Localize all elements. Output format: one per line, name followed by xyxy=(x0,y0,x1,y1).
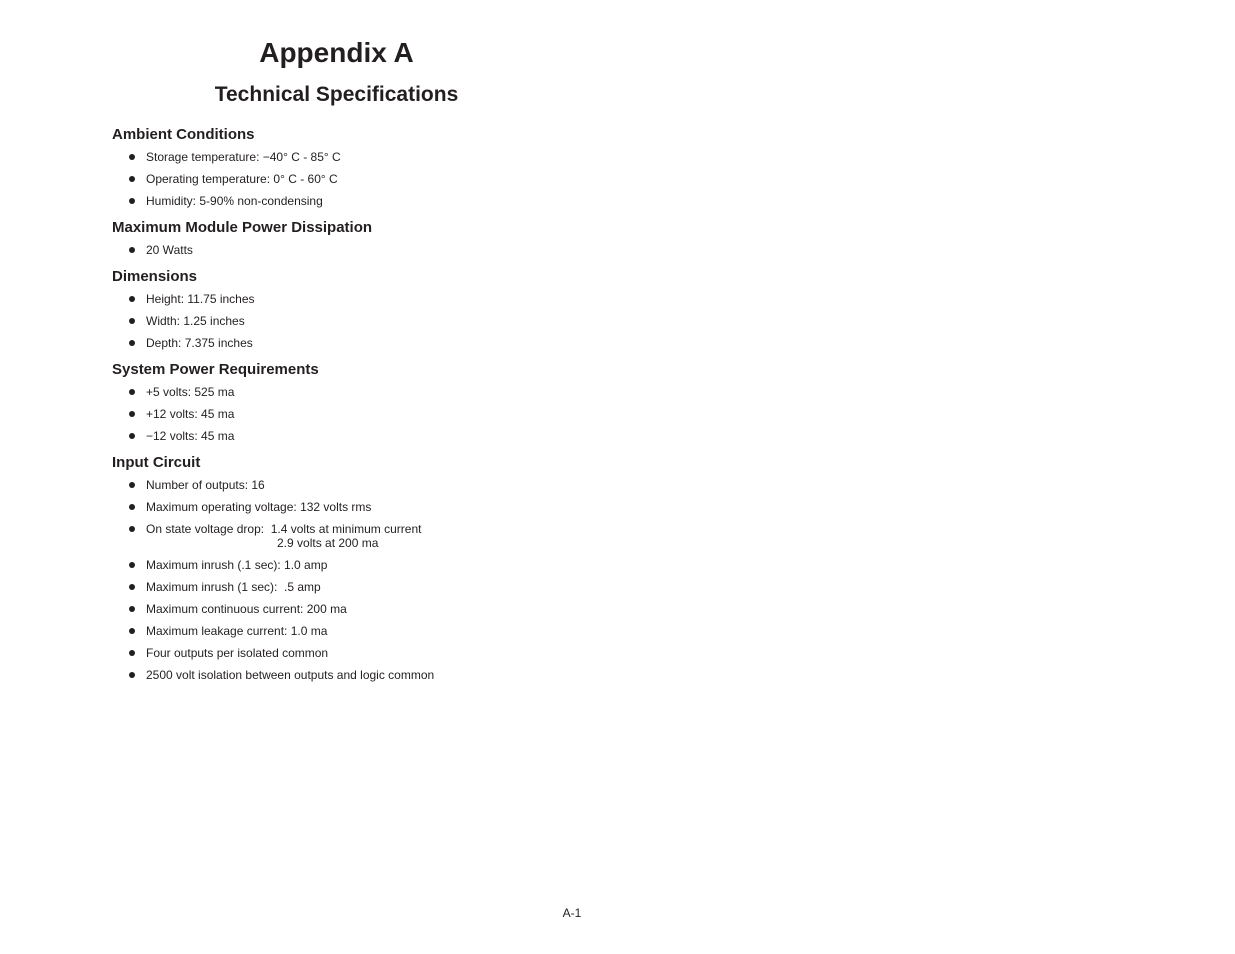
bullet-icon xyxy=(129,176,135,182)
bullet-icon xyxy=(129,606,135,612)
list-item xyxy=(112,668,672,682)
list-item-text: On state voltage drop: 1.4 volts at minimum current xyxy=(146,522,422,536)
bullet-list xyxy=(112,385,672,443)
bullet-icon xyxy=(129,526,135,532)
bullet-icon xyxy=(129,247,135,253)
bullet-list xyxy=(112,150,672,208)
list-item-continuation: 2.9 volts at 200 ma xyxy=(277,536,379,550)
section-heading: Maximum Module Power Dissipation xyxy=(112,219,373,236)
bullet-icon xyxy=(129,650,135,656)
list-item xyxy=(112,500,672,514)
bullet-icon xyxy=(129,198,135,204)
list-item-text: −12 volts: 45 ma xyxy=(146,429,235,443)
list-item-text: Maximum continuous current: 200 ma xyxy=(146,602,347,616)
section-heading: Ambient Conditions xyxy=(112,126,255,143)
bullet-icon xyxy=(129,296,135,302)
list-item xyxy=(112,385,672,399)
bullet-icon xyxy=(129,672,135,678)
bullet-icon xyxy=(129,154,135,160)
list-item-text: Humidity: 5-90% non-condensing xyxy=(146,194,323,208)
bullet-icon xyxy=(129,482,135,488)
list-item xyxy=(112,624,672,638)
list-item xyxy=(112,172,672,186)
bullet-list xyxy=(112,292,672,350)
list-item-text: +5 volts: 525 ma xyxy=(146,385,235,399)
bullet-icon xyxy=(129,628,135,634)
bullet-list xyxy=(112,478,672,682)
page-subtitle: Technical Specifications xyxy=(214,83,459,106)
list-item xyxy=(112,646,672,660)
list-item-text: Height: 11.75 inches xyxy=(146,292,255,306)
list-item-text: Maximum inrush (1 sec): .5 amp xyxy=(146,580,321,594)
list-item xyxy=(112,602,672,616)
list-item xyxy=(112,243,672,257)
list-item-text: Maximum leakage current: 1.0 ma xyxy=(146,624,328,638)
spec-content xyxy=(112,126,672,690)
list-item xyxy=(112,580,672,594)
section-ambient-conditions xyxy=(112,126,672,208)
list-item-text: 2500 volt isolation between outputs and logic common xyxy=(146,668,435,682)
list-item-text: Width: 1.25 inches xyxy=(146,314,245,328)
list-item-text: Number of outputs: 16 xyxy=(146,478,265,492)
bullet-icon xyxy=(129,340,135,346)
list-item xyxy=(112,336,672,350)
list-item xyxy=(112,478,672,492)
list-item xyxy=(112,314,672,328)
list-item-text: Four outputs per isolated common xyxy=(146,646,329,660)
bullet-icon xyxy=(129,389,135,395)
section-dimensions xyxy=(112,268,672,350)
list-item-text: Operating temperature: 0° C - 60° C xyxy=(146,172,338,186)
list-item-text: 20 Watts xyxy=(146,243,193,257)
page-number: A-1 xyxy=(562,906,582,920)
list-item xyxy=(112,292,672,306)
bullet-icon xyxy=(129,433,135,439)
bullet-icon xyxy=(129,318,135,324)
list-item-text: Depth: 7.375 inches xyxy=(146,336,253,350)
section-system-power xyxy=(112,361,672,443)
list-item xyxy=(112,407,672,421)
list-item xyxy=(112,558,672,572)
section-heading: Dimensions xyxy=(112,268,198,285)
bullet-icon xyxy=(129,584,135,590)
list-item xyxy=(112,429,672,443)
section-input-circuit xyxy=(112,454,672,682)
bullet-icon xyxy=(129,562,135,568)
list-item xyxy=(112,150,672,164)
bullet-icon xyxy=(129,504,135,510)
list-item-text: Maximum operating voltage: 132 volts rms xyxy=(146,500,372,514)
list-item xyxy=(112,194,672,208)
section-heading: System Power Requirements xyxy=(112,361,319,378)
page-title: Appendix A xyxy=(259,37,414,68)
bullet-icon xyxy=(129,411,135,417)
list-item xyxy=(112,522,672,550)
list-item-text: Storage temperature: −40° C - 85° C xyxy=(146,150,341,164)
section-heading: Input Circuit xyxy=(112,454,201,471)
list-item-text: Maximum inrush (.1 sec): 1.0 amp xyxy=(146,558,328,572)
list-item-text: +12 volts: 45 ma xyxy=(146,407,235,421)
bullet-list xyxy=(112,243,672,257)
section-power-dissipation xyxy=(112,219,672,257)
